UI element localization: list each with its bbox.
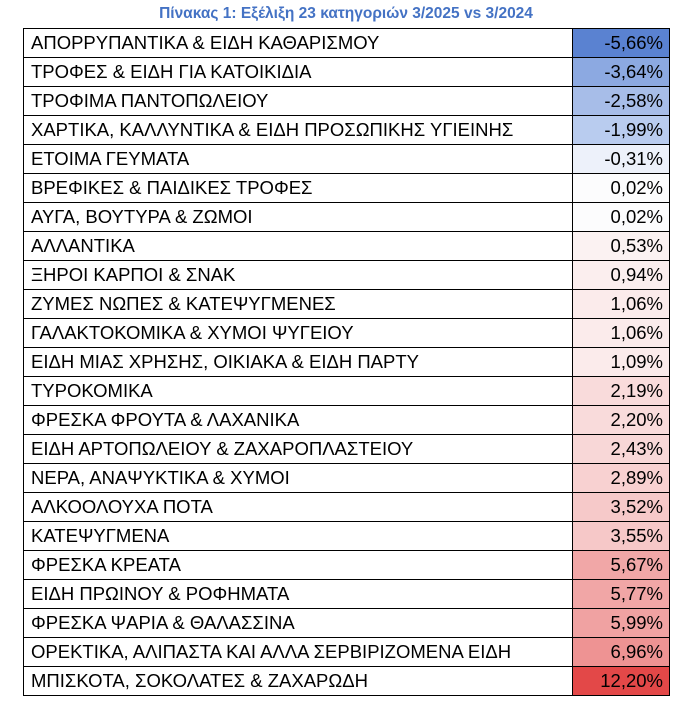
table-row <box>24 609 670 638</box>
table-row <box>24 116 670 145</box>
category-name-cell: ΚΑΤΕΨΥΓΜΕΝΑ <box>24 522 573 551</box>
category-name-cell: ΒΡΕΦΙΚΕΣ & ΠΑΙΔΙΚΕΣ ΤΡΟΦΕΣ <box>24 174 573 203</box>
table-row <box>24 435 670 464</box>
category-name-cell: ΕΙΔΗ ΜΙΑΣ ΧΡΗΣΗΣ, ΟΙΚΙΑΚΑ & ΕΙΔΗ ΠΑΡΤΥ <box>24 348 573 377</box>
change-value-cell: 5,99% <box>573 609 670 638</box>
table-row <box>24 203 670 232</box>
category-name-cell: ΑΛΛΑΝΤΙΚΑ <box>24 232 573 261</box>
change-value-cell: -5,66% <box>573 29 670 58</box>
category-name-cell: ΕΤΟΙΜΑ ΓΕΥΜΑΤΑ <box>24 145 573 174</box>
change-value-cell: 2,43% <box>573 435 670 464</box>
table-row <box>24 667 670 696</box>
category-name-cell: ΦΡΕΣΚΑ ΚΡΕΑΤΑ <box>24 551 573 580</box>
change-value-cell: 3,55% <box>573 522 670 551</box>
table-body <box>24 29 670 696</box>
change-value-cell: 2,20% <box>573 406 670 435</box>
table-row <box>24 551 670 580</box>
category-name-cell: ΑΠΟΡΡΥΠΑΝΤΙΚΑ & ΕΙΔΗ ΚΑΘΑΡΙΣΜΟΥ <box>24 29 573 58</box>
table-row <box>24 319 670 348</box>
change-value-cell: 12,20% <box>573 667 670 696</box>
change-value-cell: -2,58% <box>573 87 670 116</box>
table-row <box>24 232 670 261</box>
table-caption: Πίνακας 1: Εξέλιξη 23 κατηγοριών 3/2025 vs 3/2024 <box>159 5 533 22</box>
table-row <box>24 29 670 58</box>
category-name-cell: ΧΑΡΤΙΚΑ, ΚΑΛΛΥΝΤΙΚΑ & ΕΙΔΗ ΠΡΟΣΩΠΙΚΗΣ ΥΓΙΕΙΝΗΣ <box>24 116 573 145</box>
category-name-cell: ΦΡΕΣΚΑ ΦΡΟΥΤΑ & ΛΑΧΑΝΙΚΑ <box>24 406 573 435</box>
table-row <box>24 406 670 435</box>
change-value-cell: -3,64% <box>573 58 670 87</box>
change-value-cell: 2,89% <box>573 464 670 493</box>
change-value-cell: 0,02% <box>573 174 670 203</box>
category-change-table <box>23 28 670 696</box>
change-value-cell: 1,06% <box>573 319 670 348</box>
table-row <box>24 580 670 609</box>
table-row <box>24 522 670 551</box>
category-name-cell: ΖΥΜΕΣ ΝΩΠΕΣ & ΚΑΤΕΨΥΓΜΕΝΕΣ <box>24 290 573 319</box>
change-value-cell: 0,94% <box>573 261 670 290</box>
category-name-cell: ΑΥΓΑ, ΒΟΥΤΥΡΑ & ΖΩΜΟΙ <box>24 203 573 232</box>
table-row <box>24 493 670 522</box>
category-name-cell: ΓΑΛΑΚΤΟΚΟΜΙΚΑ & ΧΥΜΟΙ ΨΥΓΕΙΟΥ <box>24 319 573 348</box>
change-value-cell: -1,99% <box>573 116 670 145</box>
change-value-cell: 1,09% <box>573 348 670 377</box>
category-name-cell: ΟΡΕΚΤΙΚΑ, ΑΛΙΠΑΣΤΑ ΚΑΙ ΑΛΛΑ ΣΕΡΒΙΡΙΖΟΜΕΝΑ ΕΙΔΗ <box>24 638 573 667</box>
change-value-cell: 3,52% <box>573 493 670 522</box>
change-value-cell: 2,19% <box>573 377 670 406</box>
change-value-cell: 5,77% <box>573 580 670 609</box>
category-name-cell: ΜΠΙΣΚΟΤΑ, ΣΟΚΟΛΑΤΕΣ & ΖΑΧΑΡΩΔΗ <box>24 667 573 696</box>
table-row <box>24 348 670 377</box>
change-value-cell: 1,06% <box>573 290 670 319</box>
table-row <box>24 261 670 290</box>
table-row <box>24 377 670 406</box>
table-row <box>24 638 670 667</box>
category-name-cell: ΤΥΡΟΚΟΜΙΚΑ <box>24 377 573 406</box>
change-value-cell: 5,67% <box>573 551 670 580</box>
category-name-cell: ΤΡΟΦΙΜΑ ΠΑΝΤΟΠΩΛΕΙΟΥ <box>24 87 573 116</box>
change-value-cell: 0,02% <box>573 203 670 232</box>
category-name-cell: ΞΗΡΟΙ ΚΑΡΠΟΙ & ΣΝΑΚ <box>24 261 573 290</box>
change-value-cell: 0,53% <box>573 232 670 261</box>
table-row <box>24 145 670 174</box>
table-row <box>24 58 670 87</box>
table-row <box>24 464 670 493</box>
table-row <box>24 290 670 319</box>
category-name-cell: ΤΡΟΦΕΣ & ΕΙΔΗ ΓΙΑ ΚΑΤΟΙΚΙΔΙΑ <box>24 58 573 87</box>
change-value-cell: -0,31% <box>573 145 670 174</box>
category-name-cell: ΕΙΔΗ ΠΡΩΙΝΟΥ & ΡΟΦΗΜΑΤΑ <box>24 580 573 609</box>
category-name-cell: ΝΕΡΑ, ΑΝΑΨΥΚΤΙΚΑ & ΧΥΜΟΙ <box>24 464 573 493</box>
category-name-cell: ΑΛΚΟΟΛΟΥΧΑ ΠΟΤΑ <box>24 493 573 522</box>
category-name-cell: ΕΙΔΗ ΑΡΤΟΠΩΛΕΙΟΥ & ΖΑΧΑΡΟΠΛΑΣΤΕΙΟΥ <box>24 435 573 464</box>
category-name-cell: ΦΡΕΣΚΑ ΨΑΡΙΑ & ΘΑΛΑΣΣΙΝΑ <box>24 609 573 638</box>
table-row <box>24 174 670 203</box>
table-row <box>24 87 670 116</box>
change-value-cell: 6,96% <box>573 638 670 667</box>
